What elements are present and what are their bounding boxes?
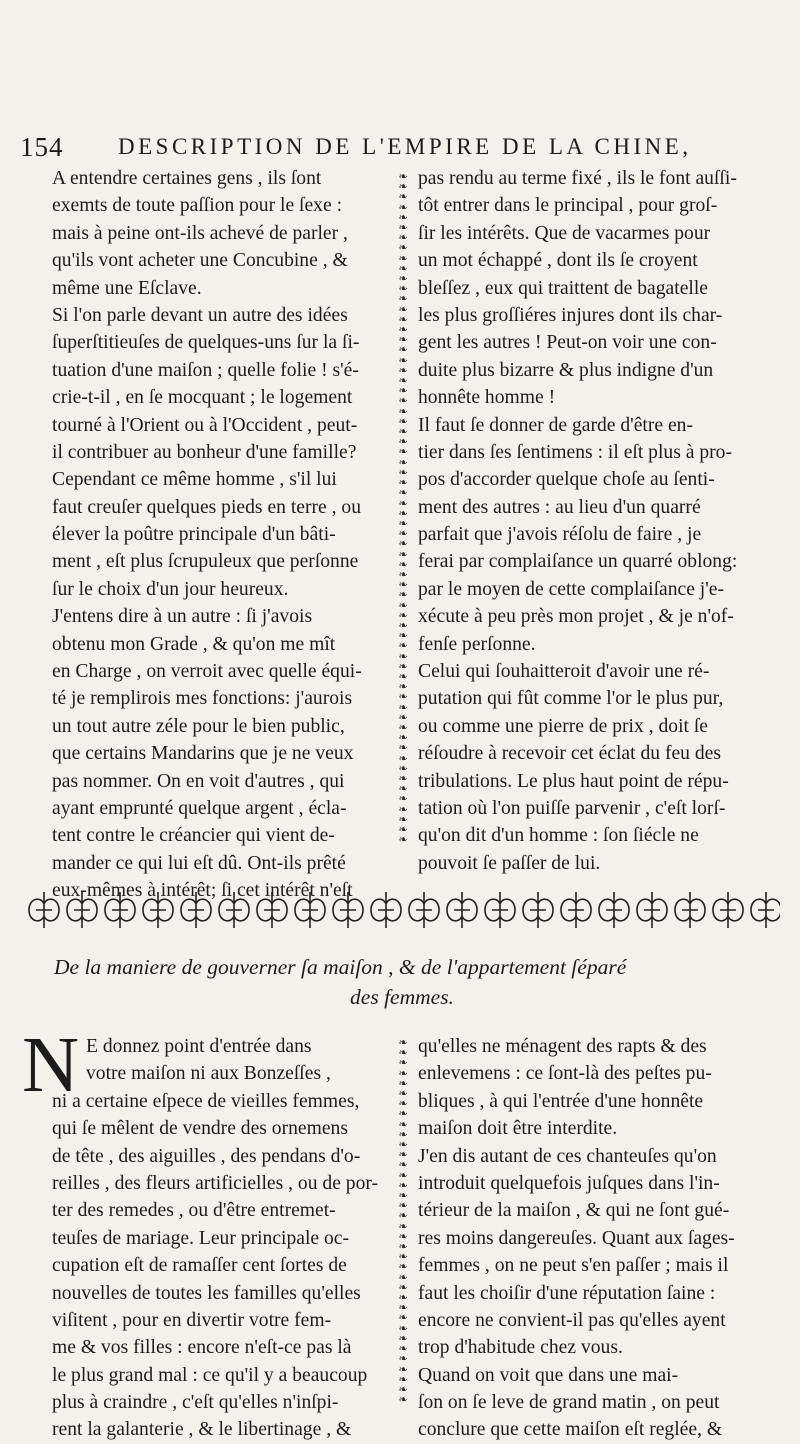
- ornament-motif: [333, 892, 363, 928]
- separator-ornament: ❧: [398, 629, 408, 643]
- text-line: reilles , des fleurs artificielles , ou de por-: [52, 1172, 379, 1194]
- separator-ornament: ❧: [398, 567, 408, 581]
- text-line: Il faut ſe donner de garde d'être en-: [418, 414, 693, 436]
- ornament-motif: [219, 892, 249, 928]
- section-title-line-2: des femmes.: [350, 985, 454, 1009]
- separator-ornament: ❧: [398, 1199, 408, 1213]
- separator-ornament: ❧: [398, 618, 408, 632]
- text-line: honnête homme !: [418, 387, 556, 409]
- separator-ornament: ❧: [398, 414, 408, 428]
- separator-ornament: ❧: [398, 598, 408, 612]
- text-line: exemts de toute paſſion pour le ſexe :: [52, 195, 343, 217]
- separator-ornament: ❧: [398, 486, 408, 500]
- separator-ornament: ❧: [398, 1250, 408, 1264]
- separator-ornament: ❧: [398, 649, 408, 663]
- ornament-motif: [675, 892, 705, 928]
- bottom-right-column: [418, 1033, 783, 1444]
- separator-ornament: ❧: [398, 731, 408, 745]
- ornamental-band: [25, 888, 780, 932]
- text-line: viſitent , pour en divertir votre fem-: [52, 1309, 332, 1331]
- text-line: tôt entrer dans le principal , pour groſ-: [418, 195, 718, 217]
- text-line: bleſſez , eux qui traittent de bagatelle: [418, 277, 708, 299]
- text-line: tuation d'une maiſon ; quelle folie ! s'é-: [52, 359, 359, 381]
- ornament-motif: [371, 892, 401, 928]
- separator-ornament: ❧: [398, 1056, 408, 1070]
- text-line: femmes , on ne peut s'en paſſer ; mais il: [418, 1255, 729, 1277]
- ornament-motif: [105, 892, 135, 928]
- bottom-left-column: [52, 1033, 391, 1444]
- separator-ornament: ❧: [398, 190, 408, 204]
- ornament-motif: [485, 892, 515, 928]
- text-line: par le moyen de cette complaiſance j'e-: [418, 578, 724, 600]
- text-line: Cependant ce même homme , s'il lui: [52, 469, 337, 491]
- ornament-motif: [143, 892, 173, 928]
- ornament-motif: [447, 892, 477, 928]
- separator-ornament: ❧: [398, 261, 408, 275]
- separator-ornament: ❧: [398, 1321, 408, 1335]
- separator-ornament: ❧: [398, 823, 408, 836]
- text-line: tation où l'on puiſſe parvenir , c'eſt lorſ-: [418, 797, 726, 819]
- separator-ornament: ❧: [398, 1209, 408, 1223]
- separator-ornament: ❧: [398, 1393, 408, 1407]
- separator-ornament: ❧: [398, 1352, 408, 1366]
- text-line: putation qui fût comme l'or le plus pur,: [418, 688, 724, 710]
- separator-ornament: ❧: [398, 710, 408, 724]
- separator-ornament: ❧: [398, 1076, 408, 1090]
- text-line: qu'on dit d'un homme : ſon ſiécle ne: [418, 825, 699, 847]
- text-line: ment , eſt plus ſcrupuleux que perſonne: [52, 551, 359, 573]
- text-line: qui ſe mêlent de vendre des ornemens: [52, 1118, 348, 1140]
- column-separator-bottom: [396, 1038, 410, 1413]
- separator-ornament: ❧: [398, 1158, 408, 1172]
- text-line: ſuperſtitieuſes de quelques-uns ſur la ſi-: [52, 332, 360, 354]
- separator-ornament: ❧: [398, 1280, 408, 1294]
- ornament-motif: [29, 892, 59, 928]
- separator-ornament: ❧: [398, 812, 408, 826]
- separator-ornament: ❧: [398, 312, 408, 326]
- text-line: le plus grand mal : ce qu'il y a beaucoup: [52, 1364, 368, 1386]
- separator-ornament: ❧: [398, 659, 408, 673]
- text-line: enlevemens : ce ſont-là des peſtes pu-: [418, 1063, 712, 1085]
- separator-ornament: ❧: [398, 425, 408, 439]
- separator-ornament: ❧: [398, 741, 408, 755]
- separator-ornament: ❧: [398, 221, 408, 235]
- text-line: plus à craindre , c'eſt qu'elles n'inſpi-: [52, 1392, 339, 1414]
- separator-ornament: ❧: [398, 302, 408, 316]
- text-line: me & vos filles : encore n'eſt-ce pas là: [52, 1337, 352, 1359]
- separator-ornament: ❧: [398, 363, 408, 377]
- separator-ornament: ❧: [398, 578, 408, 592]
- separator-ornament: ❧: [398, 792, 408, 806]
- separator-ornament: ❧: [398, 1066, 408, 1080]
- separator-ornament: ❧: [398, 394, 408, 408]
- separator-ornament: ❧: [398, 374, 408, 388]
- separator-ornament: ❧: [398, 802, 408, 816]
- text-line: tent contre le créancier qui vient de-: [52, 825, 335, 847]
- separator-ornament: ❧: [398, 1138, 408, 1152]
- column-separator-top: [396, 172, 410, 847]
- separator-ornament: ❧: [398, 282, 408, 296]
- text-line: les plus groſſiéres injures dont ils char-: [418, 304, 723, 326]
- separator-ornament: ❧: [398, 1240, 408, 1254]
- separator-ornament: ❧: [398, 1311, 408, 1325]
- separator-ornament: ❧: [398, 1362, 408, 1376]
- text-line: qu'elles ne ménagent des rapts & des: [418, 1036, 707, 1057]
- text-line: un tout autre zéle pour le bien public,: [52, 715, 345, 737]
- running-head: [20, 132, 800, 164]
- separator-ornament: ❧: [398, 1107, 408, 1121]
- ornament-motif: [181, 892, 211, 928]
- separator-ornament: ❧: [398, 172, 408, 183]
- text-line: térieur de la maiſon , & qui ne ſont gué-: [418, 1200, 730, 1222]
- text-line: crie-t-il , en ſe mocquant ; le logement: [52, 387, 353, 409]
- separator-ornament: ❧: [398, 557, 408, 571]
- text-line: res moins dangereuſes. Quant aux ſages-: [418, 1227, 735, 1249]
- text-line: tier dans ſes ſentimens : il eſt plus à pro-: [418, 441, 732, 463]
- top-left-column: [52, 165, 392, 905]
- text-line: Si l'on parle devant un autre des idées: [52, 304, 348, 326]
- separator-ornament: ❧: [398, 241, 408, 255]
- text-line: maiſon doit être interdite.: [418, 1118, 618, 1140]
- separator-ornament: ❧: [398, 272, 408, 286]
- separator-ornament: ❧: [398, 506, 408, 520]
- separator-ornament: ❧: [398, 251, 408, 265]
- separator-ornament: ❧: [398, 1148, 408, 1162]
- separator-ornament: ❧: [398, 445, 408, 459]
- separator-ornament: ❧: [398, 547, 408, 561]
- text-line: pouvoit ſe paſſer de lui.: [418, 852, 601, 874]
- text-line: faut les choiſir d'une réputation ſaine :: [418, 1282, 716, 1304]
- ornament-motif: [561, 892, 591, 928]
- text-line: pas rendu au terme fixé , ils le font auſſi-: [418, 168, 737, 189]
- separator-ornament: ❧: [398, 292, 408, 306]
- ornament-motif: [751, 892, 780, 928]
- text-line: réſoudre à recevoir cet éclat du feu des: [418, 743, 721, 765]
- text-line: ayant emprunté quelque argent , écla-: [52, 797, 347, 819]
- text-line: introduit quelquefois juſques dans l'in-: [418, 1172, 720, 1194]
- separator-ornament: ❧: [398, 476, 408, 490]
- text-line: tourné à l'Orient ou à l'Occident , peut-: [52, 414, 358, 436]
- text-line: ou comme une pierre de prix , doit ſe: [418, 715, 709, 737]
- separator-ornament: ❧: [398, 210, 408, 224]
- text-line: parfait que j'avois réſolu de faire , je: [418, 524, 702, 546]
- text-line: conclure que cette maiſon eſt reglée, &: [418, 1419, 723, 1441]
- text-line: ſur le choix d'un jour heureux.: [52, 578, 289, 600]
- text-line: teuſes de mariage. Leur principale oc-: [52, 1227, 350, 1249]
- separator-ornament: ❧: [398, 761, 408, 775]
- separator-ornament: ❧: [398, 200, 408, 214]
- text-line: mais à peine ont-ils achevé de parler ,: [52, 222, 348, 244]
- text-line: un mot échappé , dont ils ſe croyent: [418, 250, 698, 272]
- text-line: tribulations. Le plus haut point de répu-: [418, 770, 729, 792]
- separator-ornament: ❧: [398, 700, 408, 714]
- separator-ornament: ❧: [398, 588, 408, 602]
- separator-ornament: ❧: [398, 343, 408, 357]
- text-line: gent les autres ! Peut-on voir une con-: [418, 332, 717, 354]
- separator-ornament: ❧: [398, 1291, 408, 1305]
- text-line: encore ne convient-il pas qu'elles ayent: [418, 1309, 726, 1331]
- separator-ornament: ❧: [398, 639, 408, 653]
- separator-ornament: ❧: [398, 1178, 408, 1192]
- text-line: ſon on ſe leve de grand matin , on peut: [418, 1392, 720, 1414]
- separator-ornament: ❧: [398, 669, 408, 683]
- drop-cap: N: [22, 1022, 80, 1109]
- separator-ornament: ❧: [398, 435, 408, 449]
- separator-ornament: ❧: [398, 1229, 408, 1243]
- text-line: ment des autres : au lieu d'un quarré: [418, 496, 701, 518]
- text-line: fenſe perſonne.: [418, 633, 536, 655]
- text-line: il contribuer au bonheur d'une famille?: [52, 441, 357, 463]
- text-line: ferai par complaiſance un quarré oblong:: [418, 551, 738, 573]
- text-line: que certains Mandarins que je ne veux: [52, 743, 354, 765]
- separator-ornament: ❧: [398, 1117, 408, 1131]
- separator-ornament: ❧: [398, 1270, 408, 1284]
- separator-ornament: ❧: [398, 465, 408, 479]
- text-line: Celui qui ſouhaitteroit d'avoir une ré-: [418, 661, 710, 683]
- separator-ornament: ❧: [398, 608, 408, 622]
- text-line: obtenu mon Grade , & qu'on me mît: [52, 633, 336, 655]
- separator-ornament: ❧: [398, 1087, 408, 1101]
- ornament-motif: [67, 892, 97, 928]
- text-line: pos d'accorder quelque choſe au ſenti-: [418, 469, 715, 491]
- text-line: élever la poûtre principale d'un bâti-: [52, 524, 336, 546]
- text-line: Quand on voit que dans une mai-: [418, 1364, 679, 1386]
- text-line: ſir les intérêts. Que de vacarmes pour: [418, 222, 711, 244]
- separator-ornament: ❧: [398, 1127, 408, 1141]
- separator-ornament: ❧: [398, 527, 408, 541]
- separator-ornament: ❧: [398, 455, 408, 469]
- ornament-motif: [295, 892, 325, 928]
- text-line: ter des remedes , ou d'être entremet-: [52, 1200, 336, 1222]
- separator-ornament: ❧: [398, 1097, 408, 1111]
- separator-ornament: ❧: [398, 1342, 408, 1356]
- separator-ornament: ❧: [398, 1260, 408, 1274]
- ornament-motif: [409, 892, 439, 928]
- separator-ornament: ❧: [398, 782, 408, 796]
- text-line: mander ce qui lui eſt dû. Ont-ils prêté: [52, 852, 346, 874]
- separator-ornament: ❧: [398, 1189, 408, 1203]
- separator-ornament: ❧: [398, 353, 408, 367]
- separator-ornament: ❧: [398, 690, 408, 704]
- text-line: ni a certaine eſpece de vieilles femmes,: [52, 1090, 360, 1112]
- separator-ornament: ❧: [398, 323, 408, 337]
- separator-ornament: ❧: [398, 404, 408, 418]
- separator-ornament: ❧: [398, 751, 408, 765]
- text-line: té je remplirois mes fonctions: j'aurois: [52, 688, 353, 710]
- text-line: xécute à peu près mon projet , & je n'of-: [418, 606, 734, 628]
- separator-ornament: ❧: [398, 1382, 408, 1396]
- separator-ornament: ❧: [398, 680, 408, 694]
- separator-ornament: ❧: [398, 231, 408, 245]
- text-line: eux-mêmes à intérêt; ſi cet intérêt n'eſt: [52, 880, 353, 902]
- text-line: A entendre certaines gens , ils ſont: [52, 168, 322, 189]
- text-line: J'entens dire à un autre : ſi j'avois: [52, 606, 313, 628]
- text-line: cupation eſt de ramaſſer cent ſortes de: [52, 1255, 347, 1277]
- separator-ornament: ❧: [398, 720, 408, 734]
- separator-ornament: ❧: [398, 833, 408, 847]
- ornament-motif: [257, 892, 287, 928]
- text-line: même une Eſclave.: [52, 277, 202, 299]
- separator-ornament: ❧: [398, 180, 408, 194]
- separator-ornament: ❧: [398, 1301, 408, 1315]
- text-line: qu'ils vont acheter une Concubine , &: [52, 250, 348, 272]
- separator-ornament: ❧: [398, 1168, 408, 1182]
- page-number: 154: [20, 132, 64, 162]
- text-line: votre maiſon ni aux Bonzeſſes ,: [86, 1063, 331, 1085]
- separator-ornament: ❧: [398, 516, 408, 530]
- text-line: de tête , des aiguilles , des pendans d'o-: [52, 1145, 361, 1167]
- text-line: nouvelles de toutes les familles qu'elles: [52, 1282, 361, 1304]
- text-line: J'en dis autant de ces chanteuſes qu'on: [418, 1145, 717, 1167]
- separator-ornament: ❧: [398, 384, 408, 398]
- text-line: duite plus bizarre & plus indigne d'un: [418, 359, 714, 381]
- separator-ornament: ❧: [398, 1038, 408, 1049]
- separator-ornament: ❧: [398, 1219, 408, 1233]
- separator-ornament: ❧: [398, 496, 408, 510]
- separator-ornament: ❧: [398, 1372, 408, 1386]
- separator-ornament: ❧: [398, 1046, 408, 1060]
- text-line: E donnez point d'entrée dans: [86, 1036, 312, 1057]
- text-line: trop d'habitude chez vous.: [418, 1337, 623, 1359]
- text-line: rent la galanterie , & le libertinage , &: [52, 1419, 352, 1441]
- ornament-motif: [599, 892, 629, 928]
- ornament-motif: [523, 892, 553, 928]
- top-right-column: [418, 165, 783, 877]
- text-line: en Charge , on verroit avec quelle équi-: [52, 661, 362, 683]
- separator-ornament: ❧: [398, 333, 408, 347]
- text-line: faut creuſer quelques pieds en terre , ou: [52, 496, 362, 518]
- running-title: DESCRIPTION DE L'EMPIRE DE LA CHINE,: [118, 134, 692, 159]
- ornament-motif: [637, 892, 667, 928]
- separator-ornament: ❧: [398, 771, 408, 785]
- section-title-line-1: De la maniere de gouverner ſa maiſon , & de l'appartement ſéparé: [54, 955, 627, 979]
- separator-ornament: ❧: [398, 537, 408, 551]
- separator-ornament: ❧: [398, 1331, 408, 1345]
- text-line: bliques , à qui l'entrée d'une honnête: [418, 1090, 704, 1112]
- text-line: pas nommer. On en voit d'autres , qui: [52, 770, 345, 792]
- ornament-motif: [713, 892, 743, 928]
- section-title: [22, 952, 782, 1012]
